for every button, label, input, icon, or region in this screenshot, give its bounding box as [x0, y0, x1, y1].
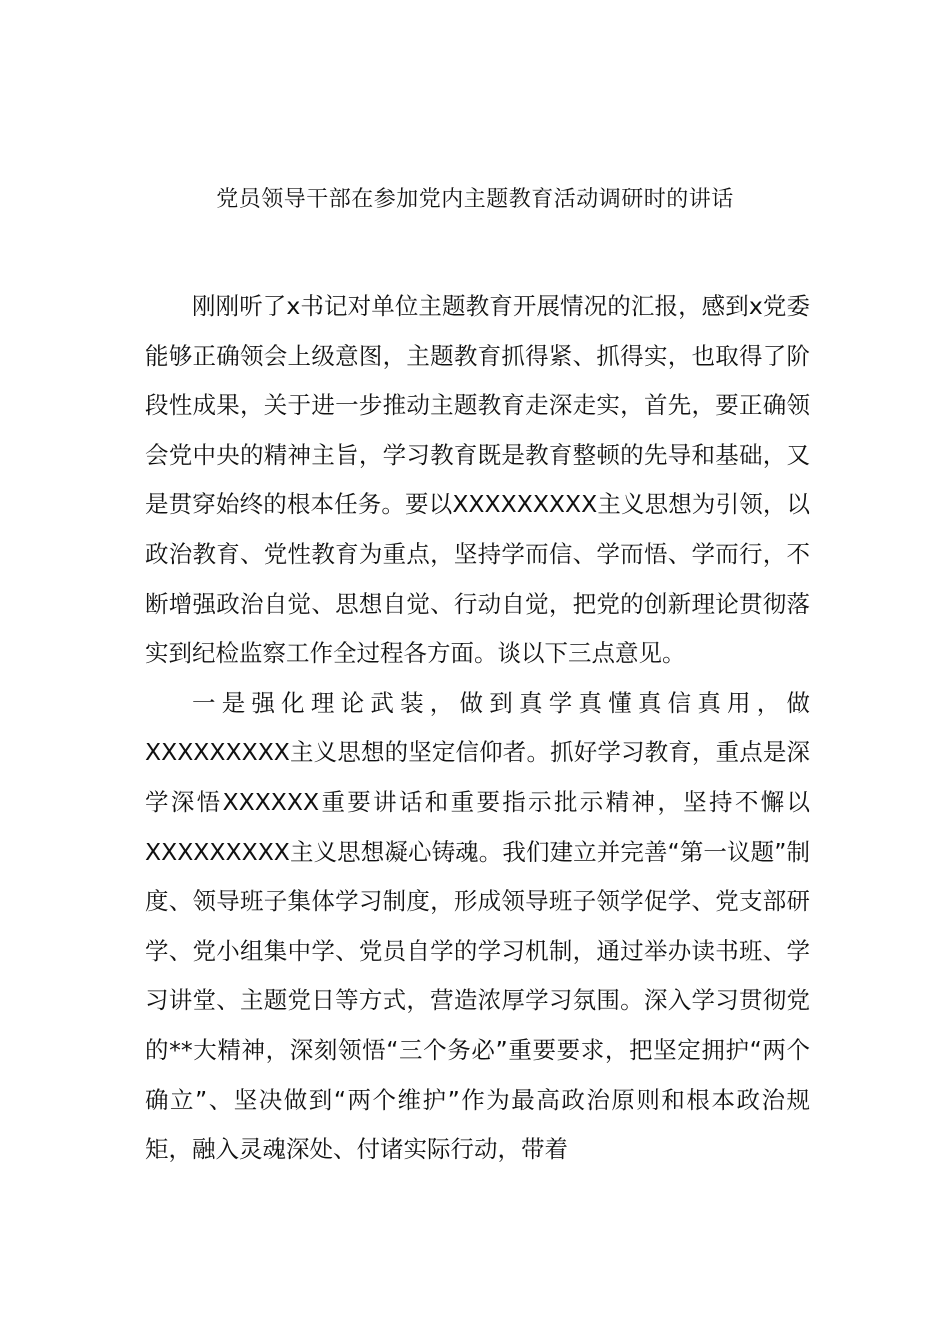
document-body	[145, 282, 810, 1175]
paragraph-point-one: 一是强化理论武装，做到真学真懂真信真用，做XXXXXXXXX主义思想的坚定信仰者。抓好学习教育，重点是深学深悟XXXXXX重要讲话和重要指示批示精神，坚持不懈以XXXXXXXXX主义思想凝心铸魂。我们建立并完善“第一议题”制度、领导班子集体学习制度，形成领导班子领学促学、党支部研学、党小组集中学、党员自学的学习机制，通过举办读书班、学习讲堂、主题党日等方式，营造浓厚学习氛围。深入学习贯彻党的**大精神，深刻领悟“三个务必”重要要求，把坚定拥护“两个确立”、坚决做到“两个维护”作为最高政治原则和根本政治规矩，融入灵魂深处、付诸实际行动，带着	[145, 688, 810, 1164]
document-title: 党员领导干部在参加党内主题教育活动调研时的讲话	[216, 187, 734, 212]
paragraph-intro: 刚刚听了x书记对单位主题教育开展情况的汇报，感到x党委能够正确领会上级意图，主题教育抓得紧、抓得实，也取得了阶段性成果，关于进一步推动主题教育走深走实，首先，要正确领会党中央的精神主旨，学习教育既是教育整顿的先导和基础，又是贯穿始终的根本任务。要以XXXXXXXXX主义思想为引领，以政治教育、党性教育为重点，坚持学而信、学而悟、学而行，不断增强政治自觉、思想自觉、行动自觉，把党的创新理论贯彻落实到纪检监察工作全过程各方面。谈以下三点意见。	[145, 292, 810, 668]
